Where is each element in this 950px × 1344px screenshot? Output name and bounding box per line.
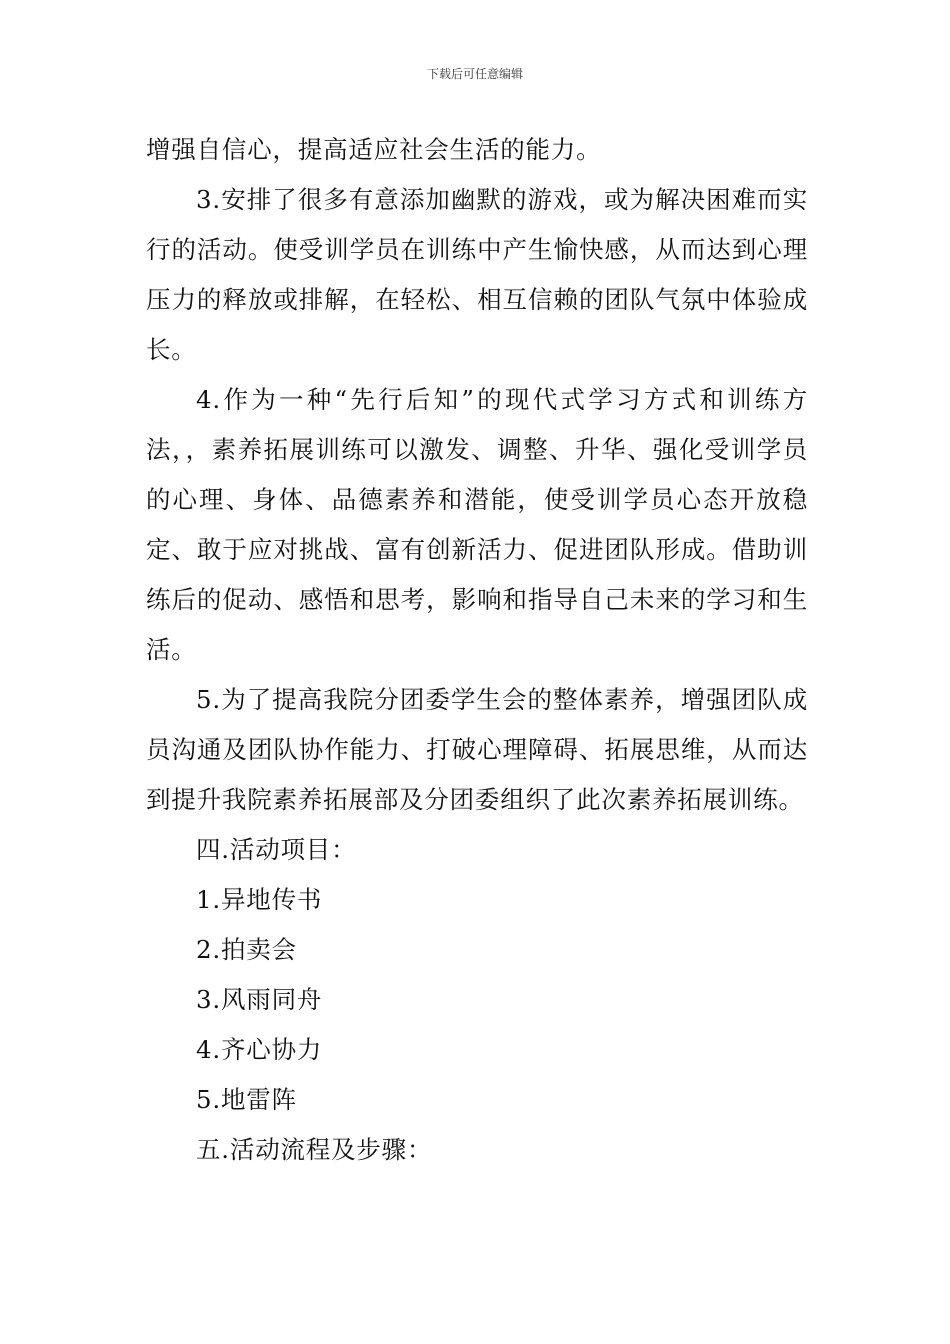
section-heading-process: 五.活动流程及步骤： <box>196 1135 433 1164</box>
list-item-activity-2: 2.拍卖会 <box>196 935 297 964</box>
paragraph-point-5: 5.为了提高我院分团委学生会的整体素养，增强团队成员沟通及团队协作能力、打破心理障碍、拓展思维，从而达到提升我院素养拓展部及分团委组织了此次素养拓展训练。 <box>146 685 808 814</box>
page-header-note: 下载后可任意编辑 <box>426 67 523 81</box>
paragraph-point-4: 4.作为一种“先行后知”的现代式学习方式和训练方法，，素养拓展训练可以激发、调整、升华、强化受训学员的心理、身体、品德素养和潜能，使受训学员心态开放稳定、敢于应对挑战、富有创新活力、促进团队形成。借助训练后的促动、感悟和思考，影响和指导自己未来的学习和生活。 <box>146 385 808 664</box>
paragraph-point-3: 3.安排了很多有意添加幽默的游戏，或为解决困难而实行的活动。使受训学员在训练中产生愉快感，从而达到心理压力的释放或排解，在轻松、相互信赖的团队气氛中体验成长。 <box>146 185 808 364</box>
list-item-activity-5: 5.地雷阵 <box>196 1085 297 1114</box>
list-item-activity-3: 3.风雨同舟 <box>196 985 323 1014</box>
list-item-activity-4: 4.齐心协力 <box>196 1035 323 1064</box>
paragraph-continuation: 增强自信心，提高适应社会生活的能力。 <box>146 135 602 164</box>
document-body <box>146 125 808 1175</box>
section-heading-activities: 四.活动项目： <box>196 835 357 864</box>
list-item-activity-1: 1.异地传书 <box>196 885 323 914</box>
